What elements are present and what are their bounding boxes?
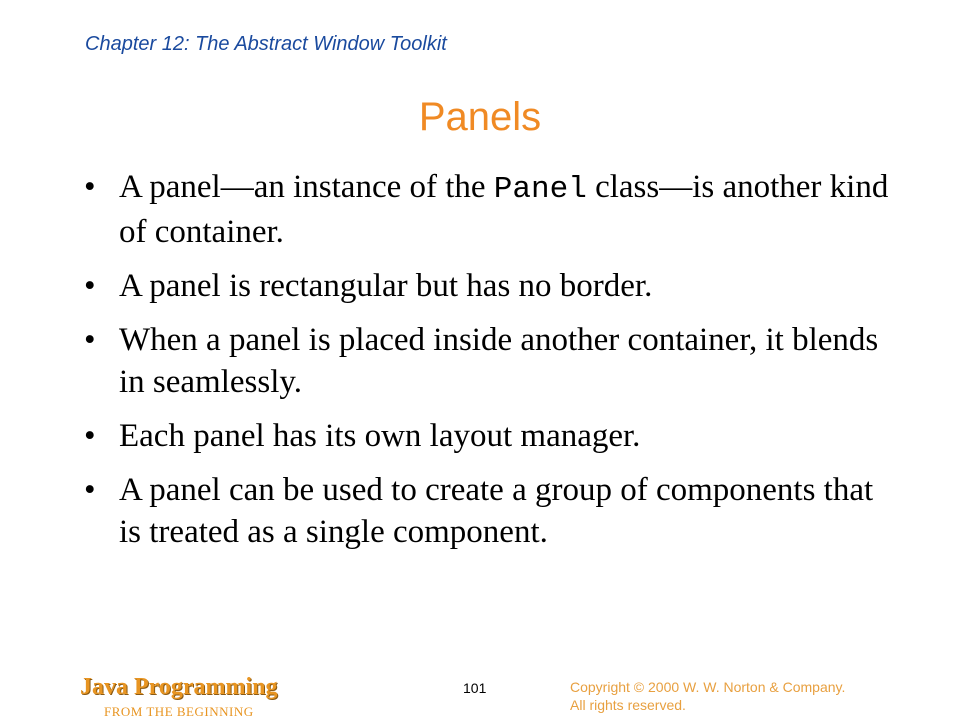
footer-brand-subtitle: FROM THE BEGINNING bbox=[104, 704, 254, 719]
bullet-text: A panel is rectangular but has no border. bbox=[119, 268, 653, 304]
footer-brand-logo: Java Programming bbox=[80, 674, 278, 700]
bullet-dot: • bbox=[84, 169, 96, 205]
copyright-notice bbox=[570, 678, 845, 714]
bullet-text: Each panel has its own layout manager. bbox=[119, 418, 641, 454]
copyright-line-1: Copyright © 2000 W. W. Norton & Company. bbox=[570, 679, 846, 695]
bullet-item bbox=[84, 415, 894, 457]
bullet-item bbox=[84, 319, 894, 403]
bullet-item bbox=[84, 166, 894, 253]
bullet-text: When a panel is placed inside another container, it blends in seamlessly. bbox=[119, 322, 879, 400]
slide-title: Panels bbox=[418, 95, 542, 139]
bullet-item bbox=[84, 469, 894, 553]
bullet-item bbox=[84, 265, 894, 307]
bullet-dot: • bbox=[84, 322, 96, 358]
bullet-dot: • bbox=[84, 268, 96, 304]
bullet-code: Panel bbox=[493, 172, 587, 207]
chapter-heading: Chapter 12: The Abstract Window Toolkit bbox=[85, 33, 447, 55]
copyright-line-2: All rights reserved. bbox=[570, 697, 686, 713]
bullet-dot: • bbox=[84, 418, 96, 454]
bullet-text-after: class—is another kind of container. bbox=[119, 169, 889, 250]
page-number: 101 bbox=[463, 680, 487, 696]
bullet-text: A panel can be used to create a group of components that is treated as a single component. bbox=[119, 472, 874, 550]
bullet-text-before: A panel—an instance of the bbox=[119, 169, 494, 205]
bullet-dot: • bbox=[84, 472, 96, 508]
bullet-list bbox=[84, 166, 894, 565]
